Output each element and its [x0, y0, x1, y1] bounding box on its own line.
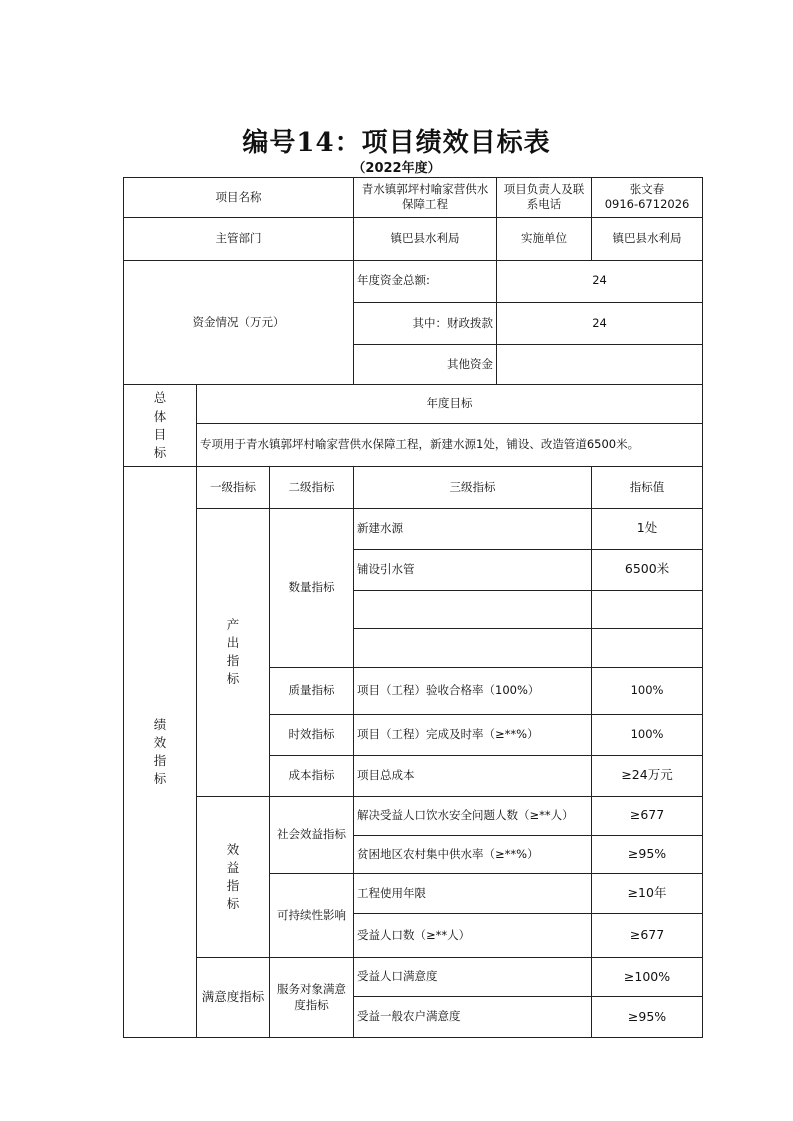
- funds-total-value: 24: [497, 260, 703, 302]
- indicator-value: ≥100%: [592, 958, 703, 997]
- output-label-text: 产出指标: [226, 617, 240, 687]
- annual-goal-text: 专项用于青水镇郭坪村喻家营供水保障工程，新建水源1处，铺设、改造管道6500米。: [197, 424, 703, 467]
- indicator-name: 工程使用年限: [354, 874, 592, 914]
- col-level2: 二级指标: [270, 467, 354, 509]
- social-label: 社会效益指标: [270, 796, 354, 874]
- owner-name: 张文春: [629, 181, 665, 196]
- indicator-name: 受益人口满意度: [354, 958, 592, 997]
- indicator-value: ≥95%: [592, 835, 703, 874]
- indicator-value: [592, 590, 703, 629]
- table-row: [124, 508, 703, 549]
- col-level3: 三级指标: [354, 467, 592, 509]
- indicator-name: [354, 590, 592, 629]
- owner-phone: 0916-6712026: [604, 197, 690, 212]
- indicator-value: [592, 629, 703, 668]
- benefit-label-text: 效益指标: [226, 841, 240, 912]
- indicator-name: 受益人口数（≥**人）: [354, 914, 592, 958]
- indicator-value: ≥677: [592, 796, 703, 835]
- funds-total-label: 年度资金总额:: [354, 260, 497, 302]
- owner-value: [592, 178, 703, 218]
- project-name-value: 青水镇郭坪村喻家营供水保障工程: [354, 178, 497, 218]
- indicator-value: ≥95%: [592, 996, 703, 1037]
- indicator-name: 解决受益人口饮水安全问题人数（≥**人）: [354, 796, 592, 835]
- indicator-name: 贫困地区农村集中供水率（≥**%）: [354, 835, 592, 874]
- table-row: [124, 796, 703, 835]
- indicator-name: 铺设引水管: [354, 549, 592, 590]
- indicator-value: 100%: [592, 668, 703, 715]
- project-name-label: 项目名称: [124, 178, 354, 218]
- impl-label: 实施单位: [497, 217, 592, 260]
- benefit-label: [197, 796, 270, 957]
- row-funds-total: [124, 260, 703, 302]
- col-level1: 一级指标: [197, 467, 270, 509]
- owner-label: 项目负责人及联系电话: [497, 178, 592, 218]
- indicator-value: 6500米: [592, 549, 703, 590]
- dept-value: 镇巴县水利局: [354, 217, 497, 260]
- satisfaction-label: 满意度指标: [197, 958, 270, 1038]
- overall-label-text: 总体目标: [153, 390, 167, 460]
- funds-other-label: 其他资金: [354, 345, 497, 385]
- row-annual-goal-text: [124, 424, 703, 467]
- indicator-name: 项目总成本: [354, 755, 592, 796]
- time-label: 时效指标: [270, 715, 354, 756]
- indicator-name: 项目（工程）完成及时率（≥**%）: [354, 715, 592, 756]
- performance-label-text: 绩效指标: [153, 716, 167, 787]
- performance-label: [124, 467, 197, 1038]
- funds-fiscal-label: 其中：财政拨款: [354, 302, 497, 345]
- table-row: [124, 958, 703, 997]
- indicator-value: ≥10年: [592, 874, 703, 914]
- performance-table: [123, 177, 703, 1038]
- impl-value: 镇巴县水利局: [592, 217, 703, 260]
- page-title: 编号14：项目绩效目标表: [242, 128, 551, 158]
- row-indicator-header: [124, 467, 703, 509]
- page-subtitle: （2022年度）: [352, 161, 441, 176]
- service-label: 服务对象满意度指标: [270, 958, 354, 1038]
- annual-goal-label: 年度目标: [197, 385, 703, 424]
- indicator-value: 100%: [592, 715, 703, 756]
- output-label: [197, 508, 270, 796]
- quality-label: 质量指标: [270, 668, 354, 715]
- quantity-label: 数量指标: [270, 508, 354, 667]
- col-value: 指标值: [592, 467, 703, 509]
- funds-fiscal-value: 24: [497, 302, 703, 345]
- row-department: [124, 217, 703, 260]
- indicator-name: 项目（工程）验收合格率（100%）: [354, 668, 592, 715]
- indicator-value: 1处: [592, 508, 703, 549]
- funds-other-value: [497, 345, 703, 385]
- cost-label: 成本指标: [270, 755, 354, 796]
- sustain-label: 可持续性影响: [270, 874, 354, 958]
- funds-label: 资金情况（万元）: [124, 260, 354, 385]
- row-project-name: [124, 178, 703, 218]
- indicator-name: 新建水源: [354, 508, 592, 549]
- overall-label: [124, 385, 197, 467]
- dept-label: 主管部门: [124, 217, 354, 260]
- indicator-value: ≥677: [592, 914, 703, 958]
- indicator-name: 受益一般农户满意度: [354, 996, 592, 1037]
- indicator-value: ≥24万元: [592, 755, 703, 796]
- row-annual-goal-header: [124, 385, 703, 424]
- indicator-name: [354, 629, 592, 668]
